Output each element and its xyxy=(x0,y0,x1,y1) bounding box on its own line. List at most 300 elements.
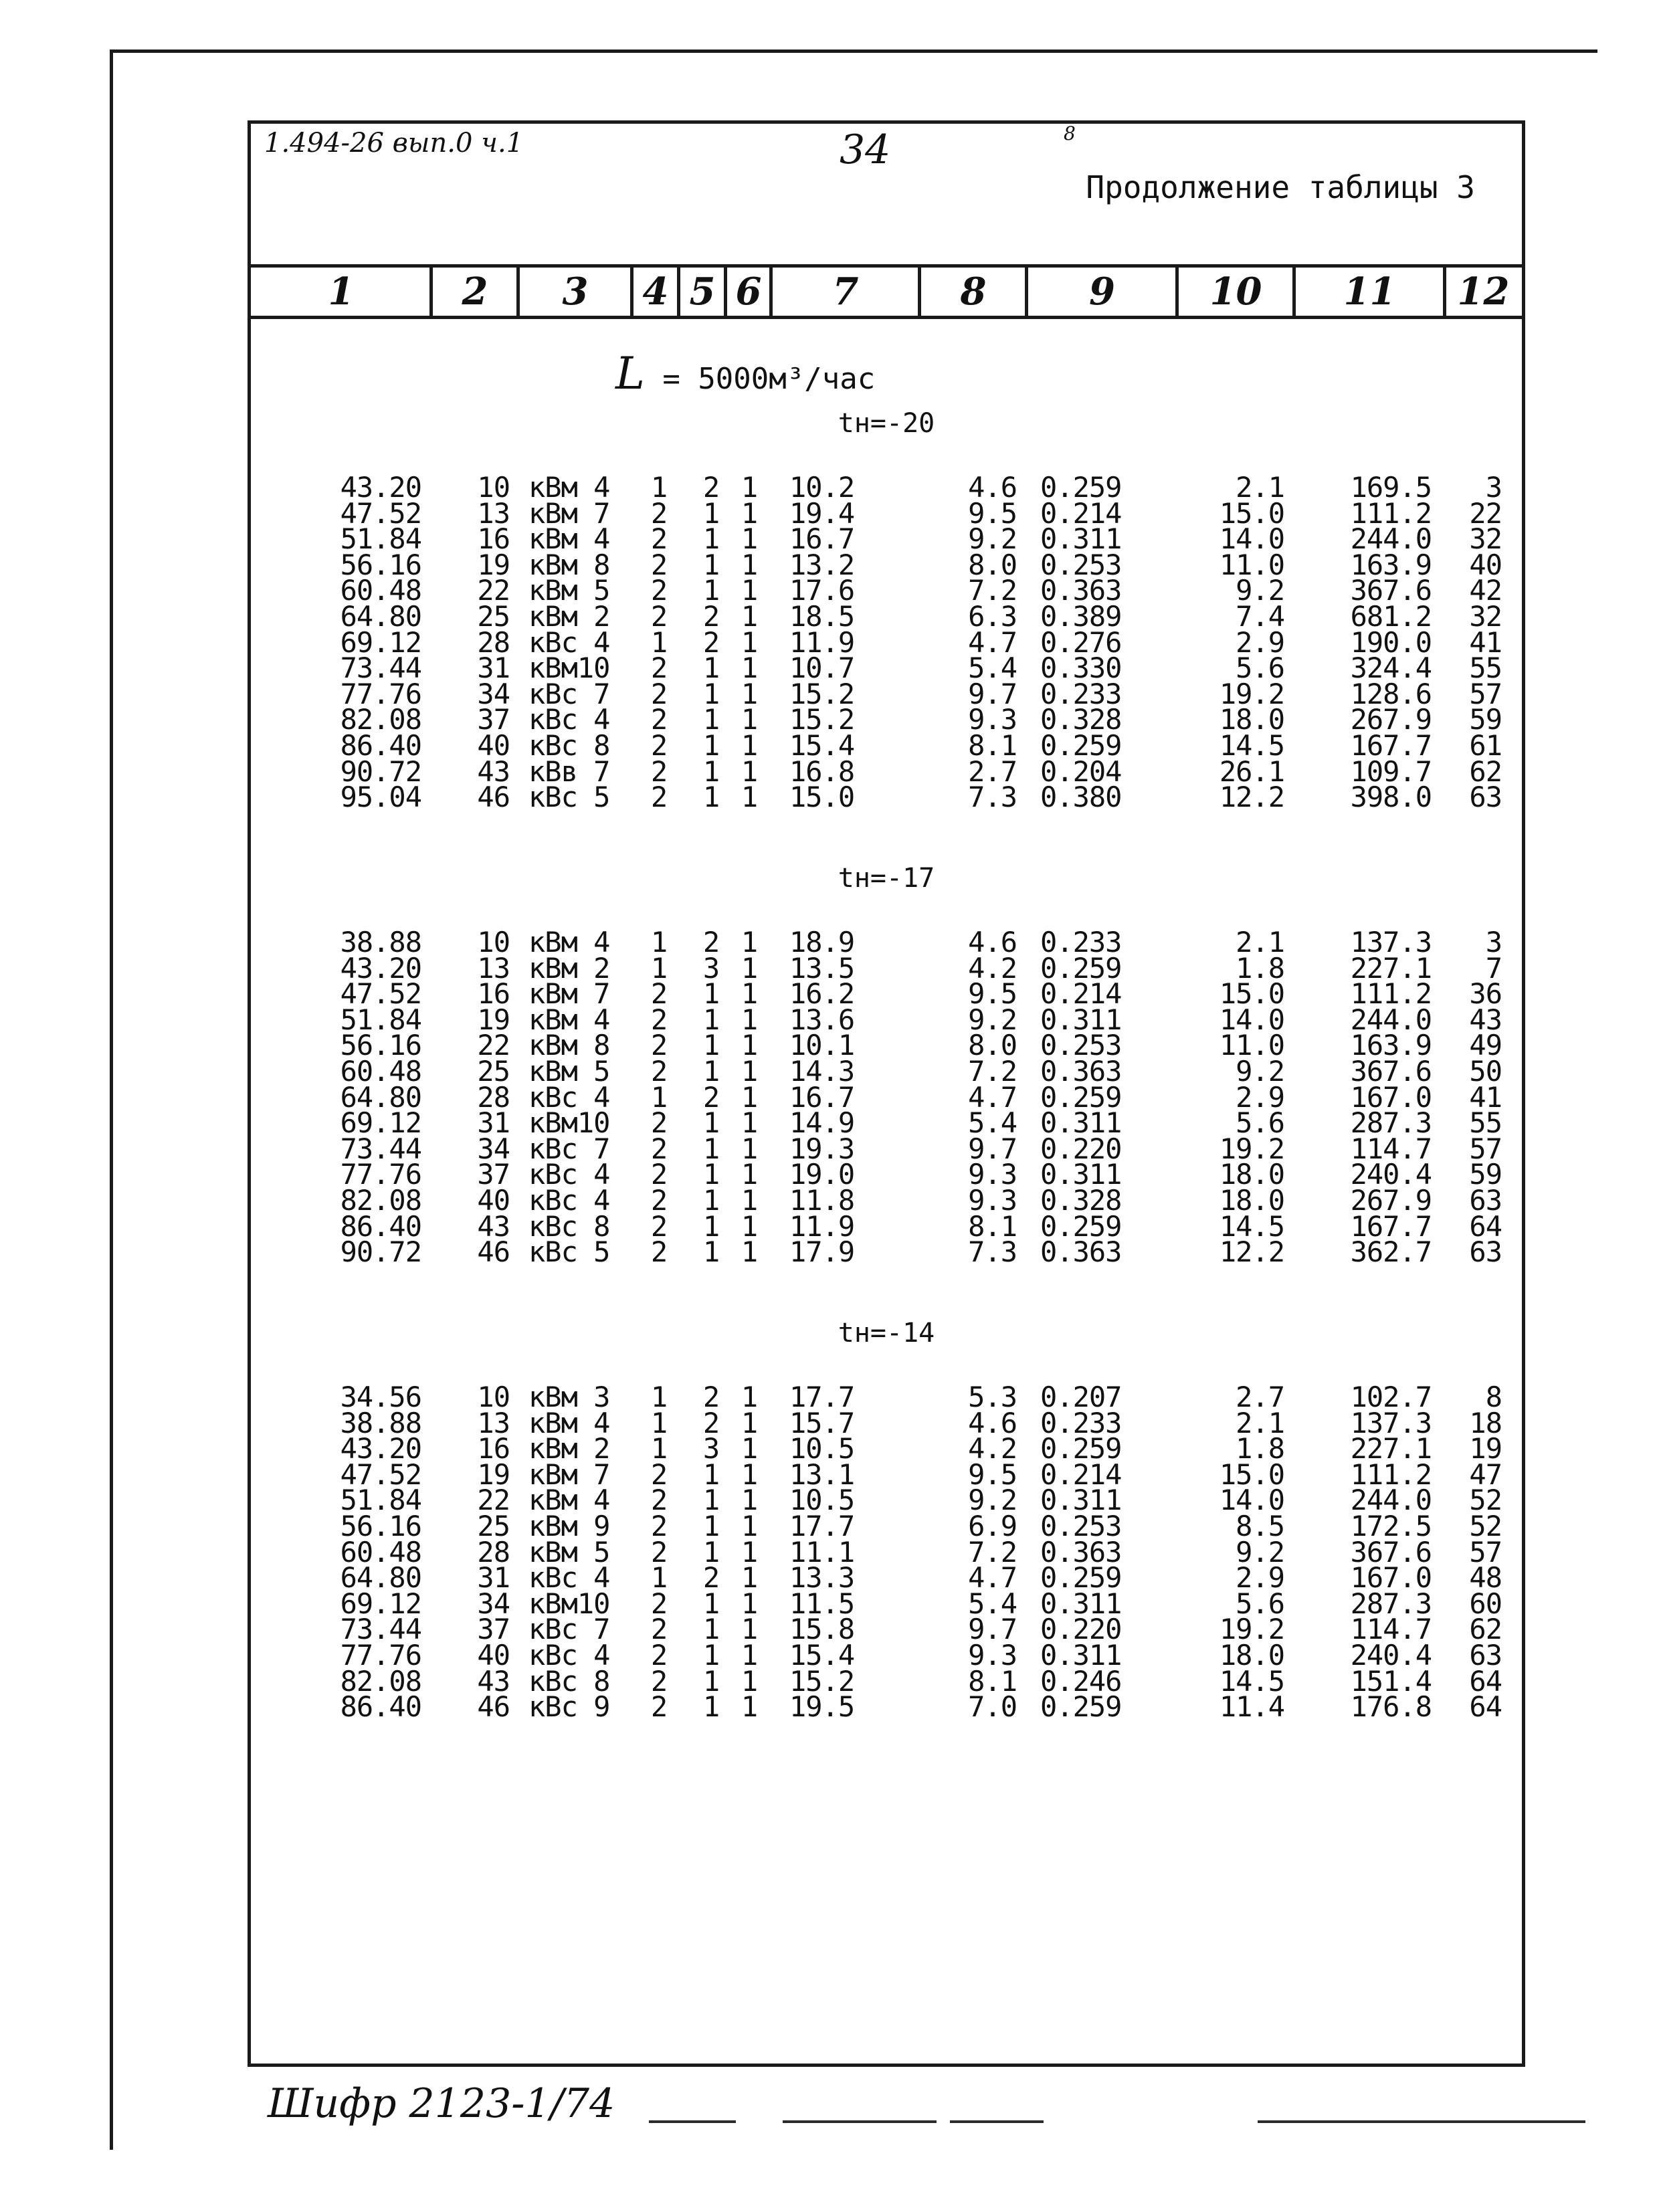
cell-col-4: 2 xyxy=(650,1535,668,1569)
column-number-5: 5 xyxy=(689,270,716,314)
cell-col-10: 2.9 xyxy=(1236,625,1284,659)
cell-col-4: 2 xyxy=(650,1457,668,1491)
cell-col-7: 11.8 xyxy=(789,1184,855,1217)
cell-col-9: 0.328 xyxy=(1040,703,1122,736)
cell-col-2: 25 xyxy=(477,600,510,633)
cell-col-1: 60.48 xyxy=(340,1055,421,1088)
cell-col-11: 111.2 xyxy=(1350,496,1432,530)
cell-col-1: 56.16 xyxy=(340,1510,421,1542)
cell-col-3: кВв 7 xyxy=(528,755,610,788)
cell-col-12: 59 xyxy=(1469,703,1502,736)
column-number-10: 10 xyxy=(1209,270,1262,314)
cell-col-11: 137.3 xyxy=(1350,926,1432,959)
cell-col-8: 7.2 xyxy=(968,1535,1017,1569)
cell-col-6: 1 xyxy=(741,1510,758,1542)
cell-col-1: 60.48 xyxy=(340,574,421,607)
cell-col-12: 8 xyxy=(1485,1381,1502,1413)
cell-col-4: 1 xyxy=(650,1406,668,1439)
table-row xyxy=(251,1080,1522,1114)
cell-col-1: 73.44 xyxy=(340,1132,421,1165)
cell-col-1: 69.12 xyxy=(340,625,421,659)
cell-col-11: 287.3 xyxy=(1350,1106,1432,1140)
cell-col-6: 1 xyxy=(741,574,758,607)
cell-col-8: 9.7 xyxy=(968,677,1017,710)
cell-col-10: 18.0 xyxy=(1219,1184,1284,1217)
cell-col-2: 28 xyxy=(477,1535,510,1569)
cell-col-12: 55 xyxy=(1469,651,1502,685)
cell-col-3: кВм 5 xyxy=(528,1055,610,1088)
cell-col-2: 37 xyxy=(477,703,510,736)
cell-col-6: 1 xyxy=(741,1381,758,1413)
cell-col-7: 15.8 xyxy=(789,1613,855,1646)
cell-col-7: 15.4 xyxy=(789,1639,855,1672)
cell-col-5: 2 xyxy=(702,1080,720,1114)
cell-col-3: кВс 4 xyxy=(528,1639,610,1672)
cell-col-2: 40 xyxy=(477,729,510,762)
cell-col-3: кВс 4 xyxy=(528,1080,610,1114)
cell-col-11: 151.4 xyxy=(1350,1664,1432,1698)
cell-col-2: 25 xyxy=(477,1510,510,1542)
cell-col-3: кВс 4 xyxy=(528,703,610,736)
column-separator xyxy=(516,268,520,316)
cell-col-12: 36 xyxy=(1469,977,1502,1011)
cell-col-4: 2 xyxy=(650,1029,668,1062)
cell-col-7: 14.9 xyxy=(789,1106,855,1140)
cell-col-5: 3 xyxy=(702,1432,720,1466)
cell-col-2: 13 xyxy=(477,496,510,530)
cell-col-3: кВс 9 xyxy=(528,1690,610,1724)
table-row xyxy=(251,1158,1522,1191)
cell-col-11: 169.5 xyxy=(1350,471,1432,504)
cell-col-4: 1 xyxy=(650,471,668,504)
cell-col-9: 0.311 xyxy=(1040,1639,1122,1672)
cell-col-9: 0.259 xyxy=(1040,471,1122,504)
cell-col-10: 5.6 xyxy=(1236,651,1284,685)
cell-col-11: 244.0 xyxy=(1350,1484,1432,1517)
cell-col-1: 38.88 xyxy=(340,1406,421,1439)
column-number-11: 11 xyxy=(1343,270,1396,314)
cell-col-6: 1 xyxy=(741,1664,758,1698)
cell-col-2: 37 xyxy=(477,1613,510,1646)
cell-col-6: 1 xyxy=(741,703,758,736)
cell-col-9: 0.214 xyxy=(1040,977,1122,1011)
cell-col-10: 2.9 xyxy=(1236,1080,1284,1114)
cell-col-12: 59 xyxy=(1469,1158,1502,1191)
temperature-group-title: tн=-14 xyxy=(838,1318,935,1348)
cell-col-8: 8.1 xyxy=(968,1664,1017,1698)
cell-col-8: 2.7 xyxy=(968,755,1017,788)
cell-col-5: 1 xyxy=(702,548,720,581)
cell-col-9: 0.311 xyxy=(1040,1158,1122,1191)
cell-col-12: 61 xyxy=(1469,729,1502,762)
cell-col-9: 0.259 xyxy=(1040,729,1122,762)
cell-col-12: 52 xyxy=(1469,1510,1502,1542)
cell-col-5: 1 xyxy=(702,703,720,736)
flow-symbol: L xyxy=(615,348,645,399)
table-row xyxy=(251,1406,1522,1439)
scan-mark xyxy=(649,2120,736,2123)
cell-col-10: 11.0 xyxy=(1219,548,1284,581)
page-header xyxy=(251,124,1522,268)
table-row xyxy=(251,1613,1522,1646)
cell-col-8: 9.3 xyxy=(968,1639,1017,1672)
cell-col-4: 2 xyxy=(650,1613,668,1646)
cell-col-9: 0.311 xyxy=(1040,1106,1122,1140)
cell-col-1: 77.76 xyxy=(340,1639,421,1672)
cell-col-6: 1 xyxy=(741,926,758,959)
cell-col-6: 1 xyxy=(741,600,758,633)
cell-col-5: 1 xyxy=(702,1535,720,1569)
cell-col-7: 11.9 xyxy=(789,625,855,659)
cell-col-10: 2.9 xyxy=(1236,1561,1284,1595)
table-row xyxy=(251,951,1522,985)
cell-col-12: 60 xyxy=(1469,1587,1502,1620)
cell-col-12: 57 xyxy=(1469,677,1502,710)
cell-col-10: 9.2 xyxy=(1236,1055,1284,1088)
scan-border-top xyxy=(112,49,1597,53)
table-row xyxy=(251,1535,1522,1569)
cell-col-1: 51.84 xyxy=(340,1003,421,1036)
cell-col-4: 2 xyxy=(650,548,668,581)
cell-col-5: 1 xyxy=(702,1106,720,1140)
cell-col-5: 2 xyxy=(702,1406,720,1439)
cell-col-5: 1 xyxy=(702,1132,720,1165)
table-row xyxy=(251,1209,1522,1243)
cell-col-3: кВм 7 xyxy=(528,496,610,530)
cell-col-8: 4.6 xyxy=(968,471,1017,504)
cell-col-7: 13.6 xyxy=(789,1003,855,1036)
cell-col-8: 5.4 xyxy=(968,1106,1017,1140)
table-row xyxy=(251,1664,1522,1698)
cell-col-4: 2 xyxy=(650,522,668,556)
cell-col-2: 16 xyxy=(477,1432,510,1466)
cell-col-3: кВм 4 xyxy=(528,1406,610,1439)
cell-col-3: кВм 2 xyxy=(528,951,610,985)
cell-col-5: 2 xyxy=(702,471,720,504)
temperature-group-title: tн=-17 xyxy=(838,863,935,894)
table-row xyxy=(251,1235,1522,1269)
table-row xyxy=(251,651,1522,685)
cell-col-9: 0.220 xyxy=(1040,1132,1122,1165)
column-number-9: 9 xyxy=(1089,270,1115,314)
cell-col-6: 1 xyxy=(741,677,758,710)
cell-col-7: 19.4 xyxy=(789,496,855,530)
cell-col-11: 102.7 xyxy=(1350,1381,1432,1413)
cell-col-8: 9.5 xyxy=(968,1457,1017,1491)
cell-col-11: 167.0 xyxy=(1350,1561,1432,1595)
cell-col-6: 1 xyxy=(741,625,758,659)
cell-col-2: 43 xyxy=(477,755,510,788)
cell-col-1: 82.08 xyxy=(340,1184,421,1217)
cell-col-4: 2 xyxy=(650,677,668,710)
cell-col-12: 7 xyxy=(1485,951,1502,985)
cell-col-11: 287.3 xyxy=(1350,1587,1432,1620)
cell-col-10: 14.0 xyxy=(1219,1484,1284,1517)
cell-col-9: 0.214 xyxy=(1040,496,1122,530)
cell-col-1: 90.72 xyxy=(340,1235,421,1269)
cell-col-4: 2 xyxy=(650,1587,668,1620)
cell-col-12: 41 xyxy=(1469,625,1502,659)
cell-col-11: 163.9 xyxy=(1350,1029,1432,1062)
cell-col-2: 43 xyxy=(477,1209,510,1243)
cell-col-6: 1 xyxy=(741,1690,758,1724)
cell-col-1: 64.80 xyxy=(340,1080,421,1114)
cell-col-12: 63 xyxy=(1469,781,1502,814)
cell-col-9: 0.311 xyxy=(1040,1484,1122,1517)
cell-col-9: 0.363 xyxy=(1040,1535,1122,1569)
cell-col-11: 167.0 xyxy=(1350,1080,1432,1114)
cell-col-7: 14.3 xyxy=(789,1055,855,1088)
cell-col-9: 0.233 xyxy=(1040,677,1122,710)
cell-col-1: 77.76 xyxy=(340,1158,421,1191)
table-row xyxy=(251,1561,1522,1595)
cell-col-12: 57 xyxy=(1469,1132,1502,1165)
table-row xyxy=(251,1690,1522,1724)
cell-col-10: 2.1 xyxy=(1236,1406,1284,1439)
cell-col-3: кВс 5 xyxy=(528,781,610,814)
cell-col-10: 18.0 xyxy=(1219,1158,1284,1191)
cell-col-4: 2 xyxy=(650,729,668,762)
cell-col-11: 398.0 xyxy=(1350,781,1432,814)
cell-col-9: 0.311 xyxy=(1040,1003,1122,1036)
cell-col-3: кВм 5 xyxy=(528,574,610,607)
cell-col-12: 62 xyxy=(1469,755,1502,788)
cell-col-12: 48 xyxy=(1469,1561,1502,1595)
cell-col-2: 22 xyxy=(477,574,510,607)
cell-col-12: 49 xyxy=(1469,1029,1502,1062)
cell-col-2: 31 xyxy=(477,651,510,685)
cell-col-9: 0.259 xyxy=(1040,1080,1122,1114)
cell-col-10: 19.2 xyxy=(1219,677,1284,710)
cell-col-3: кВм 2 xyxy=(528,600,610,633)
cell-col-7: 13.3 xyxy=(789,1561,855,1595)
cell-col-5: 2 xyxy=(702,1561,720,1595)
table-row xyxy=(251,1510,1522,1542)
table-row xyxy=(251,677,1522,710)
cell-col-2: 22 xyxy=(477,1029,510,1062)
column-separator xyxy=(724,268,727,316)
cell-col-6: 1 xyxy=(741,1158,758,1191)
cell-col-2: 28 xyxy=(477,1080,510,1114)
cell-col-6: 1 xyxy=(741,1029,758,1062)
cell-col-1: 47.52 xyxy=(340,1457,421,1491)
table-row xyxy=(251,522,1522,556)
cell-col-6: 1 xyxy=(741,781,758,814)
cell-col-3: кВс 7 xyxy=(528,1613,610,1646)
cell-col-10: 14.0 xyxy=(1219,1003,1284,1036)
cell-col-12: 62 xyxy=(1469,1613,1502,1646)
cell-col-8: 6.9 xyxy=(968,1510,1017,1542)
cell-col-11: 190.0 xyxy=(1350,625,1432,659)
cell-col-9: 0.311 xyxy=(1040,522,1122,556)
column-separator xyxy=(918,268,921,316)
cell-col-2: 16 xyxy=(477,522,510,556)
cell-col-11: 176.8 xyxy=(1350,1690,1432,1724)
cell-col-9: 0.259 xyxy=(1040,1561,1122,1595)
cell-col-4: 2 xyxy=(650,1690,668,1724)
cell-col-9: 0.214 xyxy=(1040,1457,1122,1491)
cell-col-6: 1 xyxy=(741,496,758,530)
cell-col-10: 5.6 xyxy=(1236,1587,1284,1620)
table-frame xyxy=(248,120,1525,2067)
cell-col-2: 31 xyxy=(477,1106,510,1140)
cell-col-5: 1 xyxy=(702,977,720,1011)
cell-col-3: кВм 4 xyxy=(528,926,610,959)
cell-col-7: 15.2 xyxy=(789,677,855,710)
cell-col-9: 0.253 xyxy=(1040,548,1122,581)
cell-col-8: 7.2 xyxy=(968,1055,1017,1088)
cell-col-7: 13.2 xyxy=(789,548,855,581)
cell-col-11: 227.1 xyxy=(1350,951,1432,985)
cell-col-2: 13 xyxy=(477,951,510,985)
cell-col-5: 2 xyxy=(702,600,720,633)
cell-col-11: 167.7 xyxy=(1350,1209,1432,1243)
cell-col-3: кВс 8 xyxy=(528,1664,610,1698)
cell-col-12: 55 xyxy=(1469,1106,1502,1140)
cell-col-8: 7.0 xyxy=(968,1690,1017,1724)
cell-col-12: 63 xyxy=(1469,1639,1502,1672)
cell-col-10: 14.5 xyxy=(1219,729,1284,762)
cell-col-5: 1 xyxy=(702,755,720,788)
cell-col-7: 11.9 xyxy=(789,1209,855,1243)
cell-col-1: 43.20 xyxy=(340,471,421,504)
cell-col-3: кВм 4 xyxy=(528,471,610,504)
cell-col-7: 13.5 xyxy=(789,951,855,985)
cell-col-2: 19 xyxy=(477,1457,510,1491)
cell-col-1: 47.52 xyxy=(340,496,421,530)
cell-col-12: 32 xyxy=(1469,522,1502,556)
cell-col-6: 1 xyxy=(741,755,758,788)
cell-col-12: 3 xyxy=(1485,926,1502,959)
cell-col-7: 15.0 xyxy=(789,781,855,814)
cell-col-12: 18 xyxy=(1469,1406,1502,1439)
cell-col-3: кВм 9 xyxy=(528,1510,610,1542)
cell-col-2: 19 xyxy=(477,548,510,581)
scan-border-left xyxy=(110,49,113,2150)
cell-col-10: 8.5 xyxy=(1236,1510,1284,1542)
cell-col-5: 1 xyxy=(702,1158,720,1191)
cell-col-10: 2.7 xyxy=(1236,1381,1284,1413)
cell-col-3: кВм 4 xyxy=(528,522,610,556)
cell-col-7: 13.1 xyxy=(789,1457,855,1491)
table-row xyxy=(251,625,1522,659)
cell-col-7: 15.2 xyxy=(789,1664,855,1698)
cell-col-9: 0.380 xyxy=(1040,781,1122,814)
cell-col-1: 82.08 xyxy=(340,1664,421,1698)
cell-col-5: 2 xyxy=(702,926,720,959)
cell-col-4: 1 xyxy=(650,1432,668,1466)
cell-col-7: 19.3 xyxy=(789,1132,855,1165)
cell-col-12: 63 xyxy=(1469,1184,1502,1217)
cell-col-3: кВс 4 xyxy=(528,625,610,659)
cell-col-4: 2 xyxy=(650,600,668,633)
cell-col-3: кВс 7 xyxy=(528,677,610,710)
cell-col-4: 2 xyxy=(650,755,668,788)
cell-col-3: кВс 7 xyxy=(528,1132,610,1165)
cell-col-11: 362.7 xyxy=(1350,1235,1432,1269)
cell-col-4: 2 xyxy=(650,496,668,530)
cell-col-2: 34 xyxy=(477,677,510,710)
cell-col-6: 1 xyxy=(741,1639,758,1672)
cell-col-1: 60.48 xyxy=(340,1535,421,1569)
cell-col-8: 9.2 xyxy=(968,1484,1017,1517)
cell-col-6: 1 xyxy=(741,1235,758,1269)
cell-col-6: 1 xyxy=(741,522,758,556)
cell-col-12: 64 xyxy=(1469,1664,1502,1698)
cell-col-2: 46 xyxy=(477,781,510,814)
cell-col-3: кВм 7 xyxy=(528,977,610,1011)
cell-col-6: 1 xyxy=(741,1055,758,1088)
cell-col-1: 95.04 xyxy=(340,781,421,814)
cell-col-4: 2 xyxy=(650,781,668,814)
cell-col-3: кВм 8 xyxy=(528,1029,610,1062)
cell-col-2: 31 xyxy=(477,1561,510,1595)
cell-col-4: 2 xyxy=(650,1184,668,1217)
cell-col-6: 1 xyxy=(741,1184,758,1217)
cell-col-6: 1 xyxy=(741,1003,758,1036)
cell-col-3: кВс 8 xyxy=(528,729,610,762)
cell-col-12: 50 xyxy=(1469,1055,1502,1088)
cell-col-3: кВм 8 xyxy=(528,548,610,581)
cell-col-1: 73.44 xyxy=(340,1613,421,1646)
cell-col-3: кВм 7 xyxy=(528,1457,610,1491)
table-row xyxy=(251,1457,1522,1491)
cell-col-4: 2 xyxy=(650,703,668,736)
cell-col-8: 6.3 xyxy=(968,600,1017,633)
cell-col-7: 11.1 xyxy=(789,1535,855,1569)
column-number-7: 7 xyxy=(832,270,859,314)
cell-col-6: 1 xyxy=(741,1535,758,1569)
cell-col-8: 4.6 xyxy=(968,1406,1017,1439)
cell-col-4: 2 xyxy=(650,1235,668,1269)
cell-col-8: 5.3 xyxy=(968,1381,1017,1413)
cell-col-5: 1 xyxy=(702,1055,720,1088)
cell-col-9: 0.259 xyxy=(1040,1209,1122,1243)
cell-col-1: 69.12 xyxy=(340,1587,421,1620)
cell-col-12: 32 xyxy=(1469,600,1502,633)
cell-col-10: 2.1 xyxy=(1236,926,1284,959)
cell-col-12: 41 xyxy=(1469,1080,1502,1114)
cell-col-3: кВс 4 xyxy=(528,1561,610,1595)
cell-col-8: 8.0 xyxy=(968,548,1017,581)
cell-col-3: кВс 4 xyxy=(528,1158,610,1191)
cell-col-1: 77.76 xyxy=(340,677,421,710)
cell-col-7: 18.9 xyxy=(789,926,855,959)
cell-col-1: 86.40 xyxy=(340,729,421,762)
cell-col-6: 1 xyxy=(741,651,758,685)
footer-signature: Шифр 2123-1/74 xyxy=(268,2080,615,2127)
cell-col-8: 9.5 xyxy=(968,977,1017,1011)
cell-col-7: 17.7 xyxy=(789,1510,855,1542)
cell-col-11: 167.7 xyxy=(1350,729,1432,762)
cell-col-8: 4.2 xyxy=(968,951,1017,985)
cell-col-10: 19.2 xyxy=(1219,1613,1284,1646)
cell-col-7: 15.2 xyxy=(789,703,855,736)
cell-col-4: 2 xyxy=(650,1055,668,1088)
cell-col-4: 2 xyxy=(650,1639,668,1672)
cell-col-9: 0.253 xyxy=(1040,1029,1122,1062)
cell-col-3: кВм 5 xyxy=(528,1535,610,1569)
cell-col-11: 163.9 xyxy=(1350,548,1432,581)
cell-col-4: 1 xyxy=(650,1381,668,1413)
cell-col-11: 128.6 xyxy=(1350,677,1432,710)
cell-col-2: 37 xyxy=(477,1158,510,1191)
cell-col-4: 2 xyxy=(650,1209,668,1243)
cell-col-9: 0.233 xyxy=(1040,1406,1122,1439)
cell-col-8: 9.3 xyxy=(968,1158,1017,1191)
cell-col-1: 73.44 xyxy=(340,651,421,685)
cell-col-10: 2.1 xyxy=(1236,471,1284,504)
